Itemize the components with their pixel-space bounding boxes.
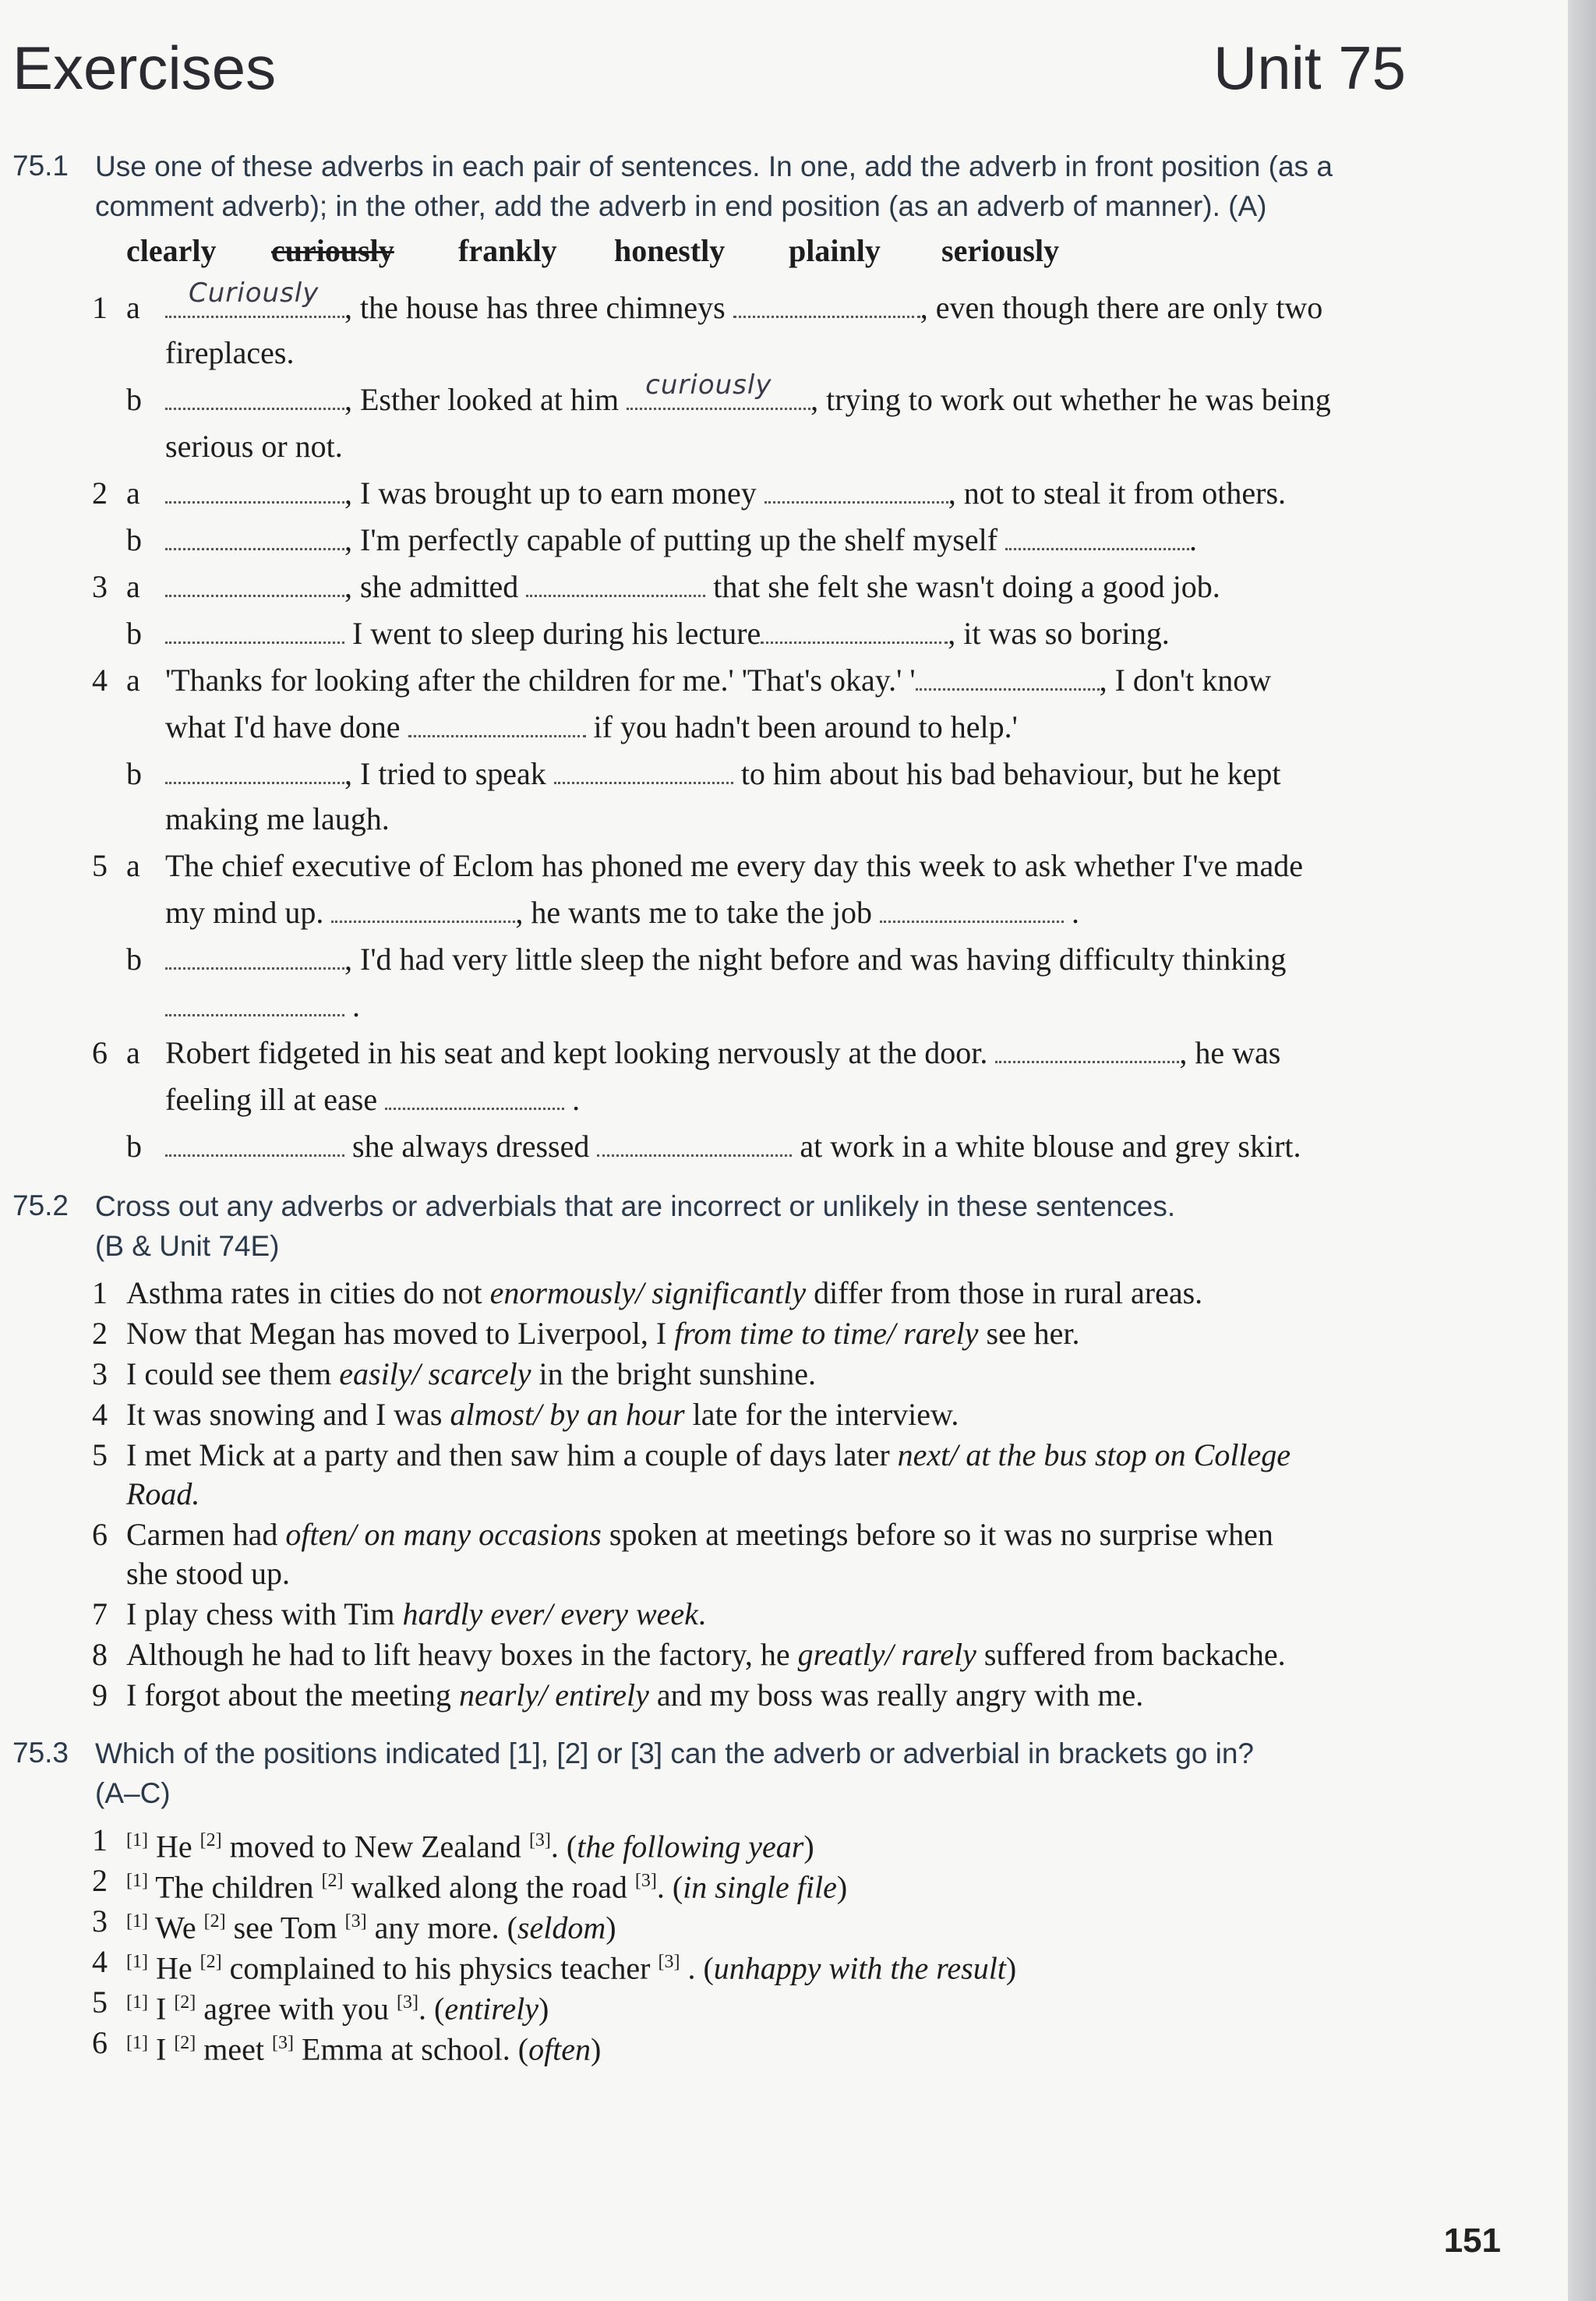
position-marker: [3] — [397, 1992, 418, 2013]
item-number: 4 — [92, 1397, 108, 1432]
answer-blank[interactable] — [165, 941, 344, 970]
position-marker: [3] — [272, 2033, 295, 2053]
word-item-crossed: curiously — [271, 233, 394, 268]
sentence-line: , I tried to speak to him about his bad behaviour, but he kept — [165, 755, 1281, 794]
item-number: 4 — [92, 1944, 108, 1979]
answer-blank[interactable] — [627, 369, 810, 410]
item-number: 2 — [92, 475, 108, 511]
sentence-line: . — [165, 987, 360, 1026]
sentence-line: fireplaces. — [165, 335, 295, 370]
answer-blank[interactable] — [165, 475, 344, 504]
sentence-line: I play chess with Tim hardly ever/ every week. — [126, 1596, 706, 1631]
answer-blank[interactable] — [165, 568, 344, 597]
position-marker: [2] — [321, 1871, 344, 1891]
answer-blank[interactable] — [916, 662, 1100, 691]
sentence-line: , I'm perfectly capable of putting up the shelf myself . — [165, 521, 1197, 560]
sentence-line: [1] I [2] meet [3] Emma at school. (often) — [126, 2031, 602, 2067]
sentence-line: , I'd had very little sleep the night before and was having difficulty thinking — [165, 940, 1286, 979]
position-marker: [2] — [200, 1952, 222, 1972]
answer-blank[interactable] — [165, 521, 344, 550]
bracketed-adverb: the following year — [577, 1829, 804, 1864]
bracketed-adverb: often — [528, 2031, 591, 2067]
sentence-line: what I'd have done if you hadn't been around to help.' — [165, 709, 1018, 744]
exercise-instruction: Cross out any adverbs or adverbials that are incorrect or unlikely in these sentences. — [95, 1190, 1176, 1222]
position-marker: [3] — [658, 1952, 680, 1972]
position-marker: [1] — [126, 1871, 148, 1891]
item-letter: b — [126, 756, 142, 791]
sentence-line: The chief executive of Eclom has phoned me every day this week to ask whether I've made — [165, 848, 1303, 883]
answer-blank[interactable] — [597, 1128, 792, 1157]
item-letter: a — [126, 1035, 140, 1070]
item-number: 2 — [92, 1316, 108, 1351]
sentence-line: serious or not. — [165, 429, 343, 464]
sentence-line: Although he had to lift heavy boxes in the factory, he greatly/ rarely suffered from backache. — [126, 1637, 1286, 1672]
word-list — [126, 232, 1059, 269]
sentence-line: , she admitted that she felt she wasn't doing a good job. — [165, 567, 1220, 606]
item-number: 5 — [92, 1437, 108, 1472]
answer-blank[interactable] — [764, 475, 948, 504]
position-marker: [2] — [174, 2033, 196, 2053]
word-item: honestly — [614, 233, 726, 268]
sentence-line: , I was brought up to earn money , not to steal it from others. — [165, 474, 1286, 513]
item-letter: a — [126, 848, 140, 883]
item-letter: b — [126, 1129, 142, 1164]
answer-blank[interactable] — [331, 894, 515, 923]
position-marker: [3] — [344, 1911, 367, 1932]
bracketed-adverb: entirely — [444, 1991, 538, 2027]
exercise-instruction: Which of the positions indicated [1], [2] or [3] can the adverb or adverbial in brackets go in? — [95, 1737, 1255, 1769]
item-number: 6 — [92, 2025, 108, 2060]
page-number: 151 — [1443, 2221, 1501, 2260]
item-number: 7 — [92, 1596, 108, 1631]
sentence-line: I forgot about the meeting nearly/ entirely and my boss was really angry with me. — [126, 1677, 1144, 1712]
exercise-number: 75.1 — [12, 150, 69, 182]
answer-blank[interactable] — [165, 988, 344, 1016]
sentence-line: It was snowing and I was almost/ by an hour late for the interview. — [126, 1397, 959, 1432]
handwritten-answer: Curiously — [189, 277, 320, 309]
position-marker: [1] — [126, 2033, 148, 2053]
sentence-line: I could see them easily/ scarcely in the bright sunshine. — [126, 1356, 816, 1391]
exercise-instruction: Use one of these adverbs in each pair of sentences. In one, add the adverb in front position (as a comment adverb); in the other, add the adverb in end position (as an adverb of manner). (A) — [95, 150, 1333, 222]
item-number: 1 — [92, 1275, 108, 1310]
sentence-line: making me laugh. — [165, 801, 390, 836]
adverb-choice[interactable]: enormously/ significantly — [489, 1275, 807, 1310]
item-letter: b — [126, 616, 142, 651]
sentence-line: I went to sleep during his lecture , it was so boring. — [165, 614, 1170, 653]
item-letter: a — [126, 569, 140, 604]
item-number: 9 — [92, 1677, 108, 1712]
page-title: Exercises — [12, 34, 277, 102]
sentence-line: Asthma rates in cities do not enormously/ significantly differ from those in rural areas. — [126, 1275, 1203, 1310]
item-number: 4 — [92, 663, 108, 698]
bracketed-adverb: seldom — [517, 1910, 606, 1946]
answer-blank[interactable] — [880, 894, 1064, 923]
sentence-line: I met Mick at a party and then saw him a couple of days later next/ at the bus stop on College — [126, 1437, 1291, 1472]
answer-blank[interactable] — [554, 755, 733, 784]
position-marker: [2] — [200, 1830, 222, 1850]
sentence-line: Robert fidgeted in his seat and kept looking nervously at the door. , he was — [165, 1035, 1281, 1070]
answer-blank[interactable] — [995, 1034, 1179, 1063]
bracketed-adverb: in single file — [683, 1869, 837, 1905]
unit-title: Unit 75 — [1213, 34, 1406, 102]
adverb-choice[interactable]: almost/ by an hour — [450, 1397, 685, 1432]
sentence-line: feeling ill at ease . — [165, 1082, 581, 1117]
item-number: 3 — [92, 1356, 108, 1391]
position-marker: [2] — [174, 1992, 196, 2013]
exercise-instruction-reference: (B & Unit 74E) — [95, 1230, 280, 1262]
answer-blank[interactable] — [165, 755, 344, 784]
sentence-line: she always dressed at work in a white blouse and grey skirt. — [165, 1127, 1301, 1166]
sentence-line: [1] I [2] agree with you [3]. (entirely) — [126, 1991, 549, 2027]
item-number: 3 — [92, 569, 108, 604]
adverb-choice[interactable]: next/ at the bus stop on College — [897, 1437, 1291, 1472]
sentence-line: Road. — [126, 1476, 200, 1511]
item-letter: a — [126, 290, 140, 325]
position-marker: [1] — [126, 1830, 148, 1850]
position-marker: [3] — [634, 1871, 657, 1891]
answer-blank[interactable] — [165, 1128, 344, 1157]
sentence-line: [1] He [2] moved to New Zealand [3]. (the following year) — [126, 1829, 814, 1864]
item-letter: b — [126, 942, 142, 977]
sentence-line: [1] We [2] see Tom [3] any more. (seldom) — [126, 1910, 616, 1946]
item-letter: b — [126, 522, 142, 557]
sentence-line: my mind up. , he wants me to take the job . — [165, 895, 1079, 930]
adverb-choice[interactable]: often/ on many occasions — [285, 1517, 602, 1552]
item-number: 6 — [92, 1517, 108, 1552]
position-marker: [1] — [126, 1992, 148, 2013]
position-marker: [3] — [528, 1830, 551, 1850]
sentence-line: [1] The children [2] walked along the road [3]. (in single file) — [126, 1869, 848, 1905]
answer-blank[interactable] — [165, 277, 344, 318]
exercise-number: 75.2 — [12, 1189, 69, 1221]
answer-blank[interactable] — [385, 1081, 564, 1110]
item-number: 1 — [92, 290, 108, 325]
answer-blank[interactable] — [408, 709, 586, 737]
exercise-instruction-reference: (A–C) — [95, 1777, 171, 1809]
bracketed-adverb: unhappy with the result — [713, 1950, 1006, 1986]
item-number: 8 — [92, 1637, 108, 1672]
item-letter: a — [126, 475, 140, 511]
word-item: clearly — [126, 233, 217, 268]
item-letter: b — [126, 382, 142, 417]
answer-blank[interactable] — [733, 289, 920, 318]
answer-blank[interactable] — [165, 615, 344, 644]
sentence-line: Carmen had often/ on many occasions spoken at meetings before so it was no surprise when — [126, 1517, 1273, 1552]
item-number: 2 — [92, 1863, 108, 1898]
item-number: 1 — [92, 1822, 108, 1857]
sentence-line: she stood up. — [126, 1556, 290, 1591]
sentence-line: Now that Megan has moved to Liverpool, I from time to time/ rarely see her. — [126, 1316, 1080, 1351]
adverb-choice[interactable]: hardly ever/ every week — [402, 1596, 698, 1631]
exercise-number: 75.3 — [12, 1737, 69, 1769]
adverb-choice[interactable]: nearly/ entirely — [458, 1677, 649, 1712]
item-number: 6 — [92, 1035, 108, 1070]
item-number: 3 — [92, 1903, 108, 1939]
adverb-choice[interactable]: easily/ scarcely — [339, 1356, 531, 1391]
handwritten-answer: curiously — [645, 369, 772, 401]
sentence-line: Curiously , the house has three chimneys , even though there are only two — [165, 288, 1322, 327]
sentence-line: 'Thanks for looking after the children for me.' 'That's okay.' ' , I don't know — [165, 663, 1272, 698]
page-gutter — [1568, 0, 1596, 2301]
answer-blank[interactable] — [761, 615, 948, 644]
item-number: 5 — [92, 848, 108, 883]
adverb-choice[interactable]: greatly/ rarely — [797, 1637, 976, 1672]
position-marker: [1] — [126, 1911, 148, 1932]
word-item: frankly — [458, 233, 557, 268]
answer-blank[interactable] — [165, 381, 344, 410]
item-letter: a — [126, 663, 140, 698]
item-number: 5 — [92, 1985, 108, 2020]
word-item: seriously — [941, 233, 1060, 268]
answer-blank[interactable] — [1005, 521, 1189, 550]
answer-blank[interactable] — [526, 568, 705, 597]
position-marker: [2] — [203, 1911, 226, 1932]
position-marker: [1] — [126, 1952, 148, 1972]
sentence-line: [1] He [2] complained to his physics teacher [3] . (unhappy with the result) — [126, 1950, 1017, 1986]
sentence-line: , Esther looked at him curiously , trying to work out whether he was being — [165, 380, 1331, 419]
adverb-choice[interactable]: from time to time/ rarely — [674, 1316, 979, 1351]
word-item: plainly — [789, 233, 881, 268]
